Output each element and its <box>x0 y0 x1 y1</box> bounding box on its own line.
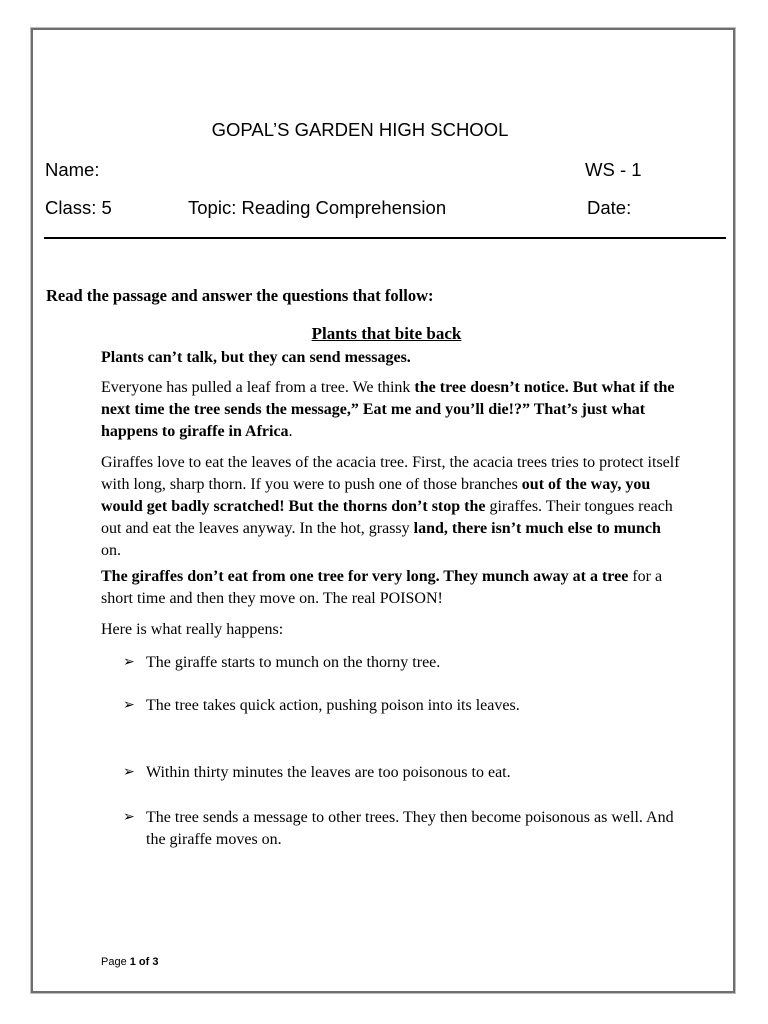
date-label: Date: <box>587 197 632 218</box>
header-divider <box>44 237 726 239</box>
bullet-item <box>123 807 683 851</box>
instruction-text: Read the passage and answer the questions that follow: <box>46 286 434 305</box>
topic-label: Topic: Reading Comprehension <box>188 197 447 218</box>
bullet-text: The tree sends a message to other trees. They then become poisonous as well. And the giraffe moves on. <box>146 809 674 848</box>
paragraph-3-text-a: Giraffes love to eat the leaves of the acacia tree. First, the acacia trees tries to protect itself with long, sharp thorn. If you were to push one of those branches <box>101 454 680 493</box>
bullet-item <box>123 695 683 717</box>
arrow-bullet-icon: ➢ <box>123 655 135 670</box>
paragraph-4-text-b: for a short time and then they move on. The real POISON! <box>101 568 663 607</box>
bullet-text: Within thirty minutes the leaves are too poisonous to eat. <box>146 764 511 781</box>
name-label: Name: <box>45 159 100 180</box>
arrow-bullet-icon: ➢ <box>123 765 135 780</box>
passage-paragraph-2 <box>101 377 681 443</box>
passage-paragraph-5: Here is what really happens: <box>101 621 284 638</box>
paragraph-3-text-e: on. <box>101 542 121 559</box>
paragraph-4-text-a: The giraffes don’t eat from one tree for very long. They munch away at a tree <box>101 568 629 585</box>
class-label: Class: 5 <box>45 197 112 218</box>
bullet-item <box>123 652 683 674</box>
bullet-text: The tree takes quick action, pushing poison into its leaves. <box>146 697 520 714</box>
bullet-text: The giraffe starts to munch on the thorny tree. <box>146 654 441 671</box>
page-word: Page <box>101 956 130 968</box>
page-of: of <box>135 956 153 968</box>
page-number <box>101 956 159 968</box>
passage-paragraph-4 <box>101 566 681 610</box>
arrow-bullet-icon: ➢ <box>123 698 135 713</box>
paragraph-2-text-b: the tree doesn’t notice. But what if the next time the tree sends the message,” Eat me and you’ll die!?” That’s just what happens to giraffe in Africa <box>101 379 675 440</box>
page-total: 3 <box>152 956 159 968</box>
worksheet-number: WS - 1 <box>585 159 642 180</box>
paragraph-2-text-c: . <box>288 423 293 440</box>
bullet-item <box>123 762 683 784</box>
paragraph-3-text-d: land, there isn’t much else to munch <box>413 520 661 537</box>
paragraph-3-text-c: giraffes. Their tongues reach out and eat the leaves anyway. In the hot, grassy <box>101 498 673 537</box>
paragraph-3-text-b: out of the way, you would get badly scratched! But the thorns don’t stop the <box>101 476 651 515</box>
passage-title: Plants that bite back <box>311 324 462 343</box>
paragraph-2-text-a: Everyone has pulled a leaf from a tree. We think <box>101 379 415 396</box>
passage-paragraph-3 <box>101 452 681 562</box>
passage-paragraph-1: Plants can’t talk, but they can send messages. <box>101 349 411 366</box>
page-current: 1 <box>129 956 136 968</box>
arrow-bullet-icon: ➢ <box>123 810 135 825</box>
school-name: GOPAL’S GARDEN HIGH SCHOOL <box>211 119 509 140</box>
